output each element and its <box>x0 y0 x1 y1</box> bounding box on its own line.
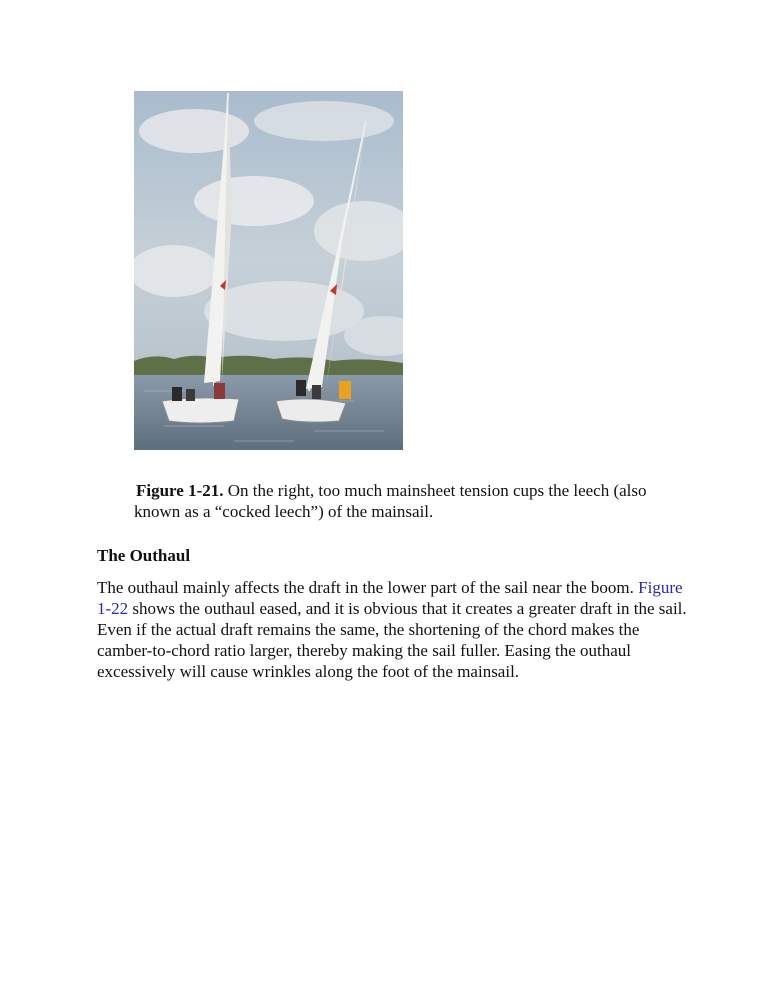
figure-1-22-link[interactable]: Figure 1-22 <box>97 578 683 618</box>
paragraph-text-end: shows the outhaul eased, and it is obvious that it creates a greater draft in the sail. Even if the actual draft remains the same, the shortening of the chord makes the camber-to-chord ratio larger, thereby making the sail fuller. Easing the outhaul excessively will cause wrinkles along the foot of the mainsail. <box>97 599 687 681</box>
body-paragraph <box>97 577 687 682</box>
paragraph-text-start: The outhaul mainly affects the draft in the lower part of the sail near the boom. <box>97 578 639 597</box>
figure-caption <box>134 480 694 522</box>
figure-label: Figure 1-21. <box>136 481 224 500</box>
section-heading: The Outhaul <box>97 546 191 565</box>
figure-caption-text: On the right, too much mainsheet tension cups the leech (also known as a “cocked leech”) of the mainsail. <box>134 481 647 521</box>
sailboats-photo <box>134 91 403 450</box>
